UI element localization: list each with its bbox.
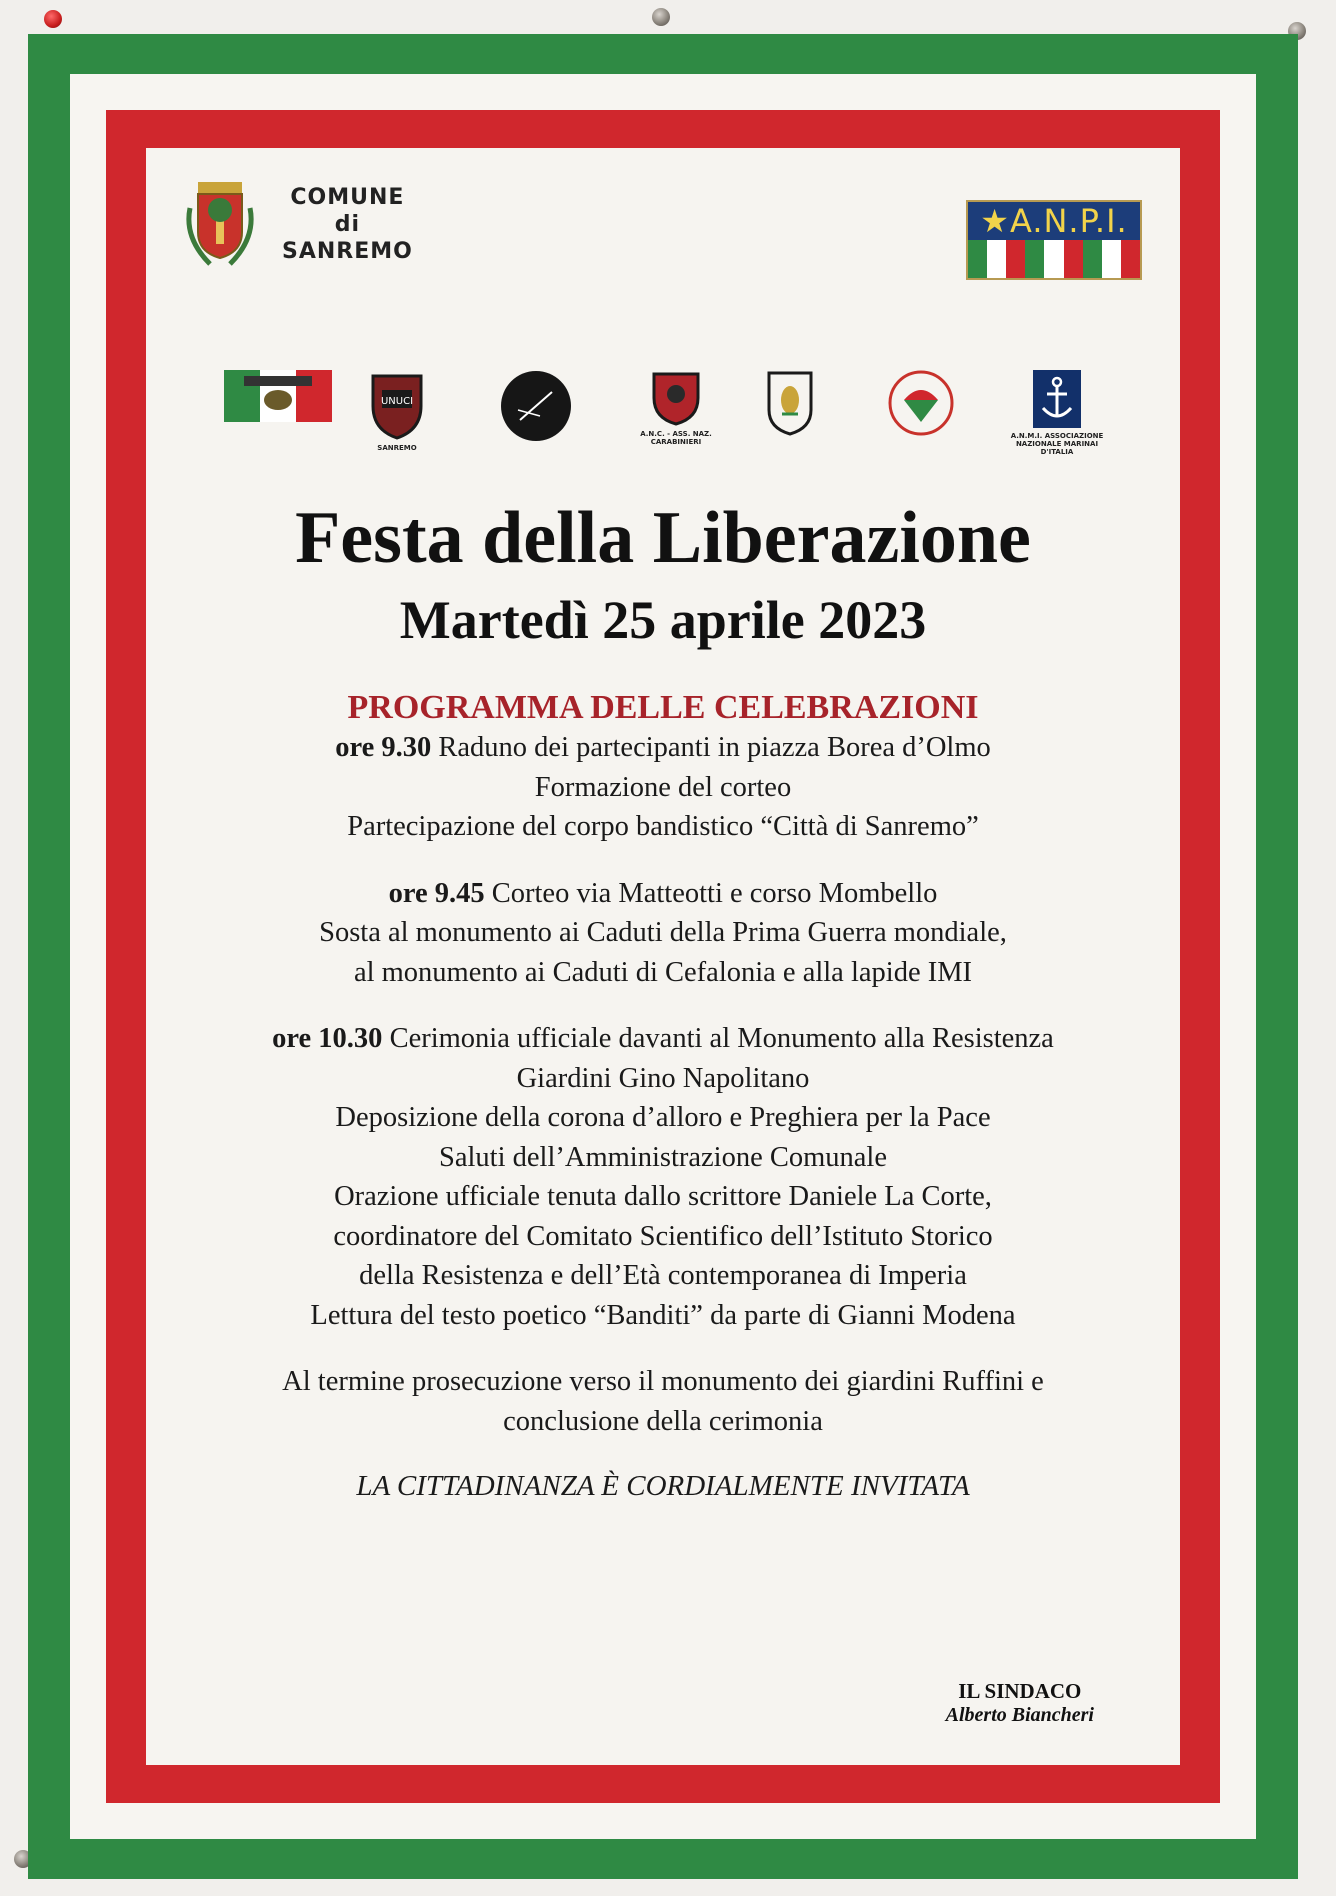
programma-heading: PROGRAMMA DELLE CELEBRAZIONI bbox=[347, 689, 979, 726]
green-border bbox=[28, 34, 1298, 1879]
anpi-label: ★A.N.P.I. bbox=[968, 202, 1140, 240]
schedule-time: ore 10.30 bbox=[272, 1023, 383, 1054]
red-border bbox=[106, 110, 1220, 1803]
anchor-shield-icon bbox=[1033, 370, 1081, 428]
schedule-item: ore 10.30 Cerimonia ufficiale davanti al Monumento alla Resistenza Giardini Gino Napolitano Deposizione della corona d’alloro e Preghiera per la Pace Saluti dell’Amministrazione Comunale Orazione ufficiale tenuta dallo scrittore Daniele La Corte, coordinatore del Comitato Scientifico dell’Istituto Storico della Resistenza e dell’Età contemporanea di Imperia Lettura del testo poetico “Banditi” da parte di Gianni Modena bbox=[272, 1023, 1054, 1331]
white-border bbox=[70, 74, 1256, 1839]
schedule-time: ore 9.45 bbox=[388, 877, 485, 909]
anpi-logo bbox=[966, 200, 1142, 280]
alpini-badge-icon bbox=[500, 370, 572, 442]
schedule-item: ore 9.45 Corteo via Matteotti e corso Mombello Sosta al monumento ai Caduti della Prima Guerra mondiale, al monumento ai Caduti di Cefalonia e alla lapide IMI bbox=[319, 877, 1007, 988]
paracadutisti-badge-icon bbox=[888, 370, 954, 436]
mayor-role: IL SINDACO bbox=[958, 1679, 1082, 1703]
association-logos bbox=[224, 370, 1124, 460]
svg-text:UNUCI: UNUCI bbox=[380, 396, 414, 407]
mayor-signature bbox=[946, 1679, 1094, 1727]
comune-header bbox=[180, 178, 413, 270]
event-date: Martedì 25 aprile 2023 bbox=[399, 590, 927, 650]
pushpin-icon bbox=[652, 8, 670, 26]
mayor-name: Alberto Biancheri bbox=[945, 1704, 1094, 1726]
poster bbox=[146, 148, 1180, 1765]
heraldic-crest-icon bbox=[766, 370, 814, 436]
poster-title: Festa della Liberazione bbox=[295, 497, 1031, 579]
unuci-shield-icon bbox=[370, 370, 424, 440]
schedule-item: ore 9.30 Raduno dei partecipanti in piazza Borea d’Olmo Formazione del corteo Partecipazione del corpo bandistico “Città di Sanremo” bbox=[335, 732, 991, 842]
combattenti-flag-icon bbox=[224, 370, 332, 422]
comune-name: COMUNE di SANREMO bbox=[282, 184, 413, 264]
logo-combattenti bbox=[224, 370, 332, 426]
schedule-time: ore 9.30 bbox=[335, 732, 432, 763]
poster-content bbox=[146, 498, 1180, 1505]
carabinieri-shield-icon bbox=[651, 370, 701, 426]
anpi-flag-stripes bbox=[968, 240, 1140, 278]
invitation-line: LA CITTADINANZA È CORDIALMENTE INVITATA bbox=[356, 1470, 970, 1502]
logo-marinai: A.N.M.I. ASSOCIAZIONE NAZIONALE MARINAI D'ITALIA bbox=[1002, 370, 1112, 456]
closing-note: Al termine prosecuzione verso il monumento dei giardini Ruffini e conclusione della cerimonia bbox=[282, 1366, 1044, 1437]
logo-carabinieri: A.N.C. - ASS. NAZ. CARABINIERI bbox=[636, 370, 716, 446]
logo-paracadutisti bbox=[888, 370, 954, 440]
pushpin-red-icon bbox=[44, 10, 62, 28]
sanremo-crest-icon bbox=[180, 178, 260, 270]
logo-unuci: UNUCI SANREMO bbox=[370, 370, 424, 452]
logo-alpini bbox=[500, 370, 572, 446]
logo-crest bbox=[766, 370, 814, 440]
